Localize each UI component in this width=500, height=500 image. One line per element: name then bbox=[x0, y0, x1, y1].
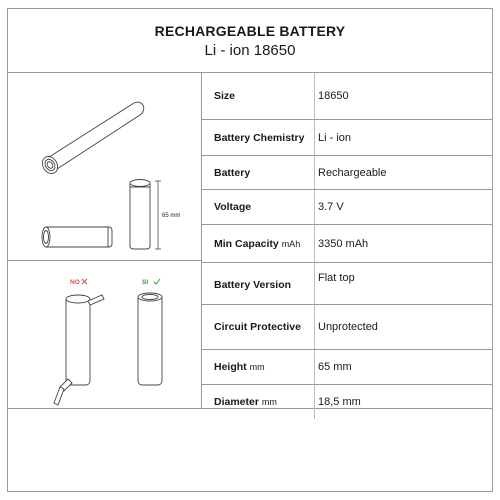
spec-value: 3.7 V bbox=[318, 201, 344, 213]
column-divider bbox=[314, 156, 315, 189]
spec-label-text: Voltage bbox=[214, 201, 252, 213]
battery-flat-top-icon bbox=[138, 293, 162, 385]
spec-label bbox=[214, 321, 314, 333]
column-divider bbox=[314, 350, 315, 384]
page-subtitle: Li - ion 18650 bbox=[204, 42, 296, 59]
spec-label-text: Min Capacity bbox=[214, 237, 279, 250]
cross-icon bbox=[82, 279, 87, 284]
spec-label bbox=[214, 167, 314, 179]
spec-value: Li - ion bbox=[318, 131, 352, 144]
spec-label-text: Diameter bbox=[214, 396, 259, 408]
spec-table bbox=[202, 73, 492, 419]
column-divider bbox=[314, 225, 315, 262]
spec-row-version bbox=[202, 263, 492, 305]
battery-views-illustration bbox=[8, 73, 202, 261]
spec-label-text: Size bbox=[214, 90, 236, 102]
spec-value: 3350 mAh bbox=[318, 237, 369, 250]
dimension-label: 65 mm bbox=[162, 213, 181, 219]
spec-row-diameter bbox=[202, 385, 492, 419]
spec-value: 18,5 mm bbox=[318, 396, 361, 408]
title-block bbox=[8, 9, 492, 73]
spec-unit: mm bbox=[249, 362, 265, 372]
page-title: RECHARGEABLE BATTERY bbox=[154, 23, 346, 39]
battery-views-panel bbox=[8, 73, 202, 261]
spec-row-voltage bbox=[202, 190, 492, 225]
spec-label-text: Battery Version bbox=[214, 279, 292, 291]
spec-label bbox=[214, 279, 314, 291]
spec-label bbox=[214, 238, 314, 250]
spec-label bbox=[214, 132, 314, 144]
spec-label bbox=[214, 90, 314, 102]
column-divider bbox=[314, 120, 315, 155]
battery-with-tabs-icon bbox=[54, 295, 104, 405]
spec-label-text: Battery bbox=[214, 166, 251, 179]
spec-row-capacity bbox=[202, 225, 492, 263]
column-divider bbox=[314, 263, 315, 304]
spec-row-chemistry bbox=[202, 120, 492, 156]
spec-value: 18650 bbox=[318, 90, 349, 102]
spec-label-text: Battery Chemistry bbox=[214, 131, 305, 144]
spec-row-circuit bbox=[202, 305, 492, 350]
spec-row-battery bbox=[202, 156, 492, 190]
column-divider bbox=[314, 190, 315, 224]
spec-label-text: Height bbox=[214, 361, 247, 373]
spec-label-text: Circuit Protective bbox=[214, 321, 301, 333]
spec-unit: mm bbox=[261, 397, 277, 407]
column-divider bbox=[314, 385, 315, 419]
dimension-arrow-icon bbox=[155, 181, 161, 249]
spec-value: Rechargeable bbox=[318, 166, 387, 179]
no-label: NO bbox=[70, 279, 80, 286]
spec-value: 65 mm bbox=[318, 361, 352, 373]
spec-row-size bbox=[202, 73, 492, 120]
tab-comparison-illustration bbox=[8, 261, 202, 409]
battery-horizontal-icon bbox=[42, 227, 112, 247]
column-divider bbox=[314, 305, 315, 349]
spec-value: Flat top bbox=[318, 272, 355, 284]
spec-label bbox=[214, 201, 314, 213]
battery-vertical-icon bbox=[130, 180, 150, 250]
si-label: SI bbox=[142, 279, 149, 286]
spec-row-height bbox=[202, 350, 492, 385]
check-icon bbox=[154, 279, 160, 284]
column-divider bbox=[314, 73, 315, 119]
battery-diagonal-icon bbox=[39, 102, 143, 176]
spec-label bbox=[214, 361, 314, 373]
tab-comparison-panel bbox=[8, 261, 202, 409]
spec-unit: mAh bbox=[281, 238, 301, 249]
spec-label bbox=[214, 396, 314, 408]
spec-sheet bbox=[7, 8, 493, 492]
spec-value: Unprotected bbox=[318, 321, 378, 333]
